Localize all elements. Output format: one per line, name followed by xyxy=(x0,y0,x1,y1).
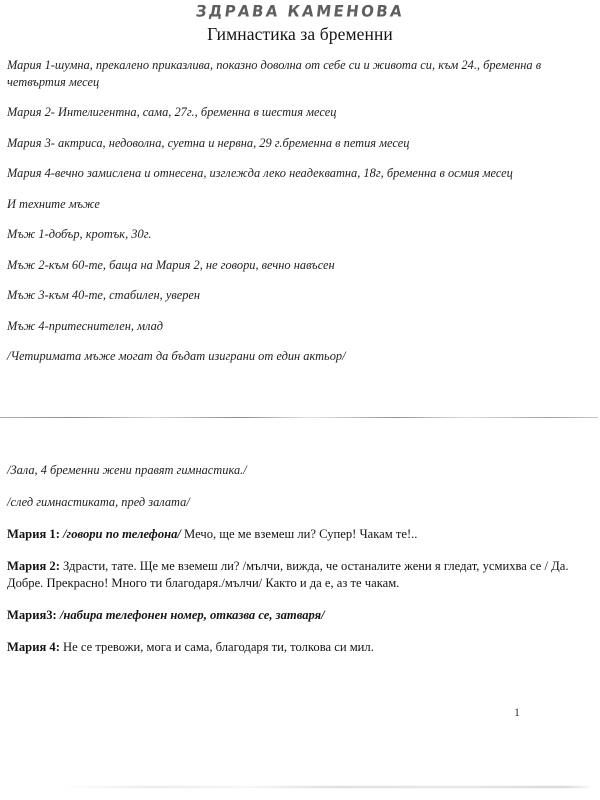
stage-direction-scene: /Зала, 4 бременни жени правят гимнастика./ xyxy=(7,463,247,478)
character-list xyxy=(7,57,593,365)
speech-text: Здрасти, тате. Ще ме вземеш ли? /мълчи, вижда, че останалите жени я гледат, усмихва се / Да. Добре. Прекрасно! Много ти благодаря./мълчи/ Както и да е, аз те чакам. xyxy=(7,558,569,590)
dialogue-list xyxy=(7,513,585,671)
character-description-muzh-3: Мъж 3-към 40-те, стабилен, уверен xyxy=(7,288,201,303)
character-description-muzh-2: Мъж 2-към 60-те, баща на Мария 2, не говори, вечно навъсен xyxy=(7,257,335,272)
husbands-section-heading: И техните мъже xyxy=(7,196,100,211)
character-description-maria-2: Мария 2- Интелигентна, сама, 27г., бременна в шестия месец xyxy=(7,105,337,120)
casting-note: /Четиримата мъже могат да бъдат изиграни от един актьор/ xyxy=(7,349,346,364)
page-number: 1 xyxy=(514,705,520,719)
character-description-maria-4: Мария 4-вечно замислена и отнесена, изглежда леко неадекватна, 18г, бременна в осмия месец xyxy=(7,166,513,181)
character-description-maria-3: Мария 3- актриса, недоволна, суетна и нервна, 29 г.бременна в петия месец xyxy=(7,135,410,150)
speech-text: Не се тревожи, мога и сама, благодаря ти, толкова си мил. xyxy=(59,639,374,654)
dialogue-line-maria-2 xyxy=(7,558,585,592)
dialogue-line-maria-3 xyxy=(7,607,585,624)
inline-stage-direction: /говори по телефона/ xyxy=(59,526,181,541)
dialogue-line-maria-4 xyxy=(7,639,585,656)
character-description-muzh-1: Мъж 1-добър, кротък, 30г. xyxy=(7,227,152,242)
speaker-label: Мария3: xyxy=(7,607,57,622)
speaker-label: Мария 1: xyxy=(7,526,60,541)
page-title: Гимнастика за бременни xyxy=(207,24,393,44)
character-description-maria-1: Мария 1-шумна, прекалено приказлива, показно доволна от себе си и живота си, към 24., бременна в четвъртия месец xyxy=(7,58,542,89)
speaker-label: Мария 4: xyxy=(7,639,60,654)
speaker-label: Мария 2: xyxy=(7,558,60,573)
dialogue-line-maria-1 xyxy=(7,526,585,543)
stage-direction-after-gymnastics: /след гимнастиката, пред залата/ xyxy=(7,494,190,509)
character-description-muzh-4: Мъж 4-притеснителен, млад xyxy=(7,318,164,333)
scan-artifact-smudge xyxy=(60,786,590,788)
section-divider-rule xyxy=(0,417,598,418)
speech-text: Мечо, ще ме вземеш ли? Супер! Чакам те!.. xyxy=(180,526,418,541)
inline-stage-direction: /набира телефонен номер, отказва се, затваря/ xyxy=(56,607,325,622)
handwritten-author-name: ЗДРАВА КАМЕНОВА xyxy=(194,1,406,21)
